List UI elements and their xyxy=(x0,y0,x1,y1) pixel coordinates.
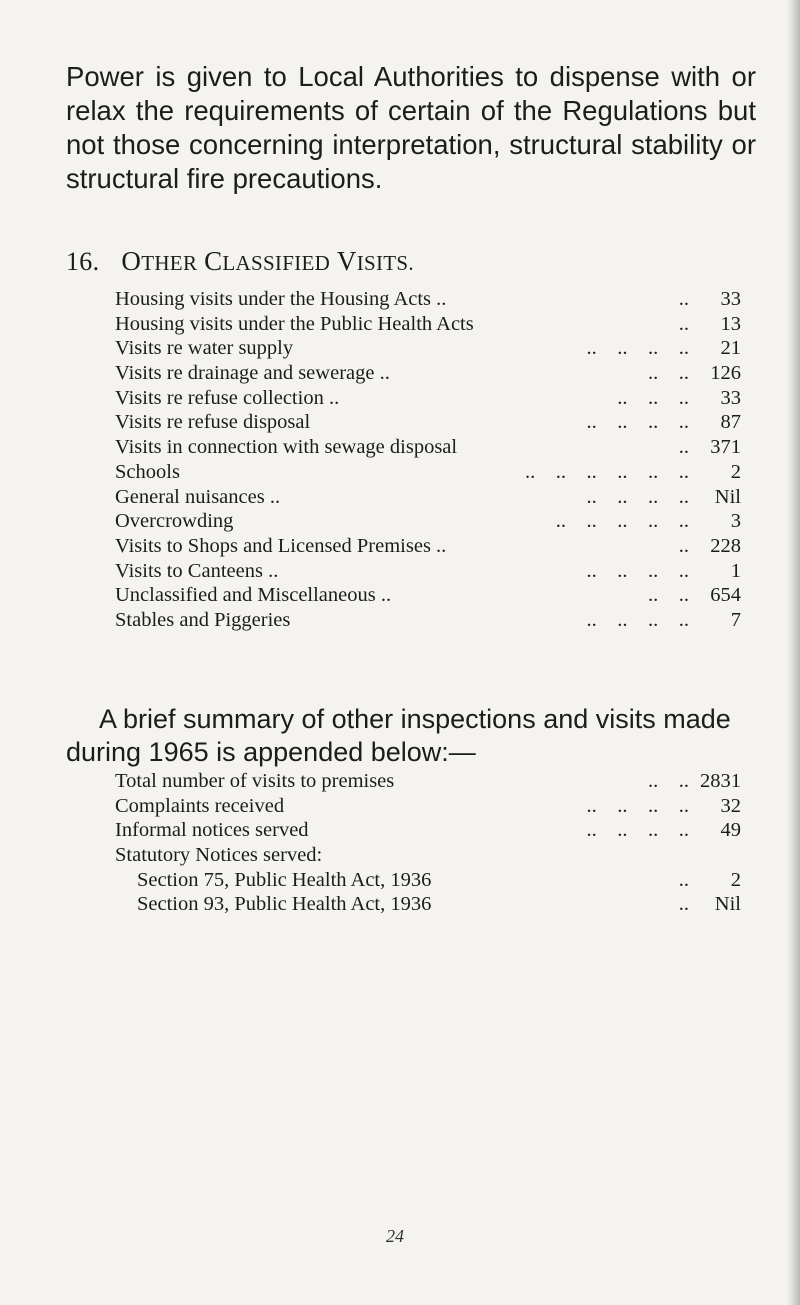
row-value: Nil xyxy=(714,485,741,508)
row-leader-dots: .. .. .. .. xyxy=(586,485,689,508)
heading-word2-initial: C xyxy=(204,246,223,276)
row-value: 32 xyxy=(720,794,741,817)
table-row xyxy=(115,312,741,337)
row-leader-dots: .. .. xyxy=(648,362,689,385)
row-leader-dots: .. .. xyxy=(648,584,689,607)
summary-paragraph xyxy=(66,703,766,769)
row-leader-dots: .. xyxy=(678,893,689,916)
table-row xyxy=(115,386,741,411)
section-number: 16. xyxy=(66,247,100,276)
row-value: 33 xyxy=(720,288,741,310)
row-leader-dots: .. .. .. .. xyxy=(586,337,689,360)
table-row xyxy=(115,559,741,584)
row-label: Informal notices served xyxy=(115,819,309,842)
table-row xyxy=(115,534,741,559)
section-heading xyxy=(66,246,414,277)
row-label: Statutory Notices served: xyxy=(115,844,323,867)
row-value: 2 xyxy=(730,868,741,891)
table-row xyxy=(115,460,741,485)
table-row xyxy=(115,769,741,794)
row-label: Visits in connection with sewage disposal xyxy=(115,436,458,459)
row-label: Visits re water supply xyxy=(115,337,294,360)
row-label: Visits to Shops and Licensed Premises .. xyxy=(115,534,447,557)
heading-word1-rest: THER xyxy=(141,251,198,275)
row-value: 371 xyxy=(710,436,741,459)
row-leader-dots: .. xyxy=(678,436,689,459)
table-row xyxy=(115,892,741,917)
row-leader-dots: .. xyxy=(678,312,689,335)
row-label: Visits re refuse disposal xyxy=(115,411,311,434)
row-leader-dots: .. .. .. .. xyxy=(586,819,689,842)
row-value: Nil xyxy=(714,893,741,916)
table-row xyxy=(115,336,741,361)
table-row xyxy=(115,410,741,435)
row-leader-dots: .. xyxy=(678,868,689,891)
table-row xyxy=(115,361,741,386)
row-label: Housing visits under the Housing Acts .. xyxy=(115,288,447,310)
row-value: 3 xyxy=(730,510,741,533)
row-label: Visits to Canteens .. xyxy=(115,559,279,582)
row-leader-dots: .. .. .. .. xyxy=(586,411,689,434)
row-leader-dots: .. xyxy=(678,288,689,310)
row-leader-dots: .. .. xyxy=(648,770,689,792)
summary-table xyxy=(115,769,741,917)
table-row xyxy=(115,485,741,510)
row-label: Overcrowding xyxy=(115,510,234,533)
row-value: 7 xyxy=(730,608,741,631)
row-leader-dots: .. xyxy=(678,534,689,557)
table-row xyxy=(115,583,741,608)
heading-word3-initial: V xyxy=(336,246,357,276)
heading-word1-initial: O xyxy=(121,246,142,276)
row-label: Unclassified and Miscellaneous .. xyxy=(115,584,392,607)
row-leader-dots: .. .. .. .. xyxy=(586,794,689,817)
row-value: 126 xyxy=(710,362,741,385)
page-number: 24 xyxy=(386,1226,404,1246)
row-value: 13 xyxy=(720,312,741,335)
row-value: 2831 xyxy=(700,770,741,792)
row-leader-dots: .. .. .. xyxy=(617,386,689,409)
row-value: 1 xyxy=(730,559,741,582)
row-value: 21 xyxy=(720,337,741,360)
row-value: 33 xyxy=(720,386,741,409)
table-row xyxy=(115,509,741,534)
row-leader-dots: .. .. .. .. .. .. xyxy=(525,460,689,483)
row-label: Schools xyxy=(115,460,180,483)
table-row xyxy=(115,435,741,460)
row-label: Visits re drainage and sewerage .. xyxy=(115,362,390,385)
table-row xyxy=(115,794,741,819)
row-label: Total number of visits to premises xyxy=(115,770,395,792)
heading-word3-rest: ISITS. xyxy=(356,251,414,275)
summary-line-1: A brief summary of other inspections and visits made xyxy=(99,704,731,734)
row-value: 49 xyxy=(720,819,741,842)
row-leader-dots: .. .. .. .. .. xyxy=(555,510,689,533)
table-row xyxy=(115,818,741,843)
row-value: 654 xyxy=(710,584,741,607)
summary-line-2: during 1965 is appended below:— xyxy=(66,737,476,767)
row-label: Stables and Piggeries xyxy=(115,608,291,631)
row-label: Section 75, Public Health Act, 1936 xyxy=(137,868,432,891)
row-leader-dots: .. .. .. .. xyxy=(586,559,689,582)
row-label: Housing visits under the Public Health Acts xyxy=(115,312,474,335)
row-value: 228 xyxy=(710,534,741,557)
row-value: 2 xyxy=(730,460,741,483)
table-row xyxy=(115,868,741,893)
row-label: Complaints received xyxy=(115,794,285,817)
table-row xyxy=(115,608,741,633)
table-row xyxy=(115,287,741,312)
row-label: Section 93, Public Health Act, 1936 xyxy=(137,893,432,916)
row-leader-dots: .. .. .. .. xyxy=(586,608,689,631)
row-value: 87 xyxy=(720,411,741,434)
table-row xyxy=(115,843,741,868)
visits-table xyxy=(115,287,741,633)
intro-paragraph: Power is given to Local Authorities to dispense with or relax the requirements of certain of the Regulations but not those concerning interpretation, structural stability or structural fire precautions. xyxy=(66,61,756,194)
heading-word2-rest: LASSIFIED xyxy=(222,251,331,275)
scan-edge-shadow xyxy=(786,0,800,1305)
row-label: General nuisances .. xyxy=(115,485,281,508)
row-label: Visits re refuse collection .. xyxy=(115,386,340,409)
